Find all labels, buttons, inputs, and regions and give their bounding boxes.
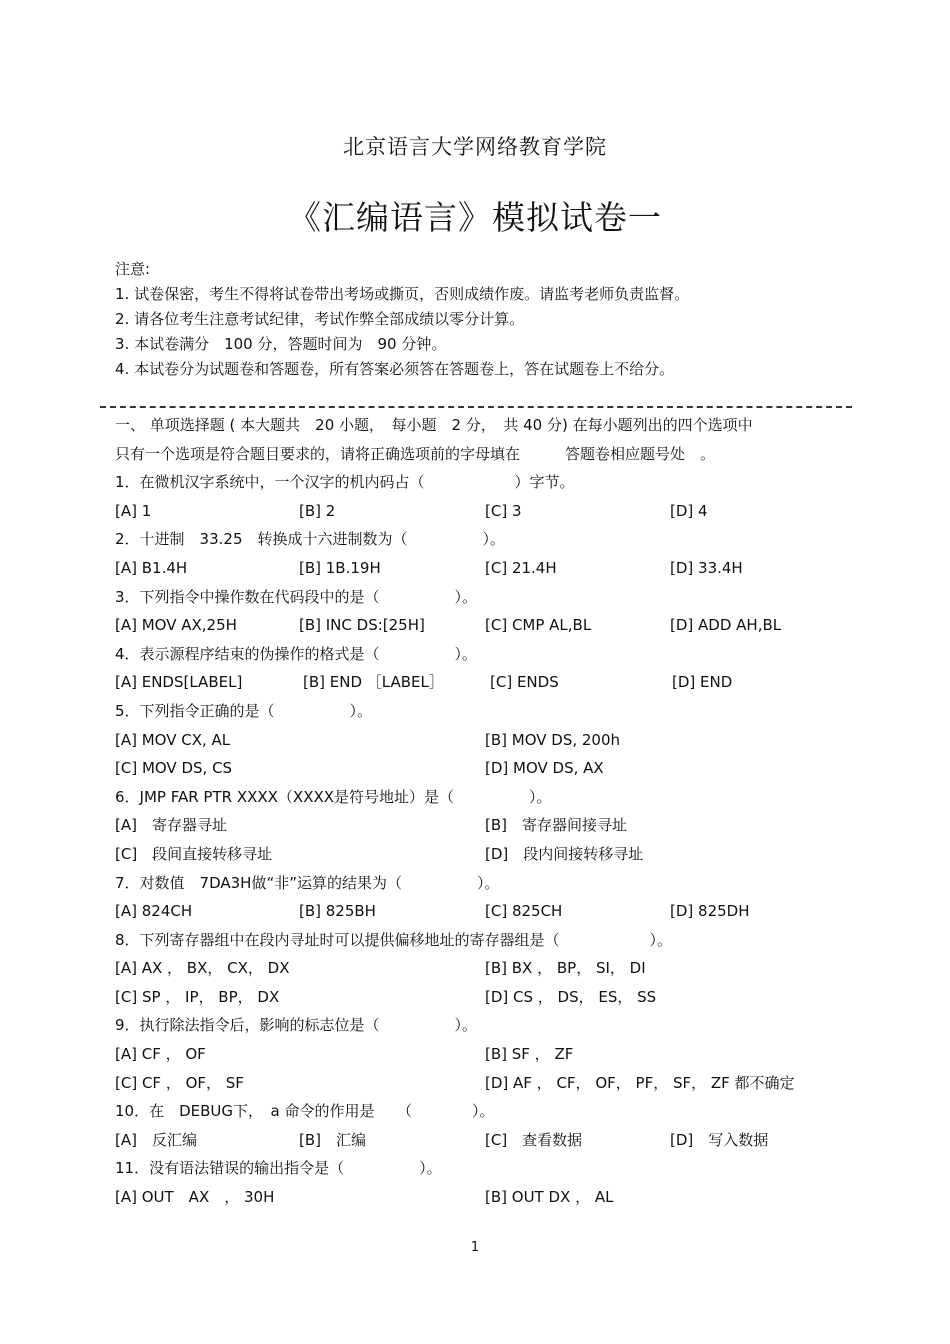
option-b: [B] END ［LABEL］: [303, 673, 444, 692]
option-b: [B] OUT DX ， AL: [485, 1188, 614, 1207]
options-row: [115, 1126, 835, 1155]
notice-heading: 注意:: [115, 260, 151, 278]
option-c: [C] MOV DS, CS: [115, 759, 233, 778]
option-a: [A] MOV CX, AL: [115, 730, 231, 749]
notice-item: 2. 请各位考生注意考试纪律，考试作弊全部成绩以零分计算。: [115, 310, 525, 328]
options-row: [115, 954, 835, 983]
option-d: [D] AF ， CF， OF， PF， SF， ZF 都不确定: [485, 1073, 795, 1092]
option-a: [A] 反汇编: [115, 1130, 197, 1149]
option-d: [D] 33.4H: [670, 558, 743, 577]
option-a: [A] OUT AX ， 30H: [115, 1188, 275, 1207]
option-c: [C] ENDS: [490, 673, 559, 692]
options-row: [115, 726, 835, 755]
option-d: [D] ADD AH,BL: [670, 616, 782, 635]
notice-block: [115, 257, 689, 382]
option-b: [B] 汇编: [299, 1130, 366, 1149]
option-b: [B] 1B.19H: [299, 558, 381, 577]
option-d: [D] 写入数据: [670, 1130, 769, 1149]
option-d: [D] CS ， DS， ES， SS: [485, 987, 657, 1006]
question-stem: 4．表示源程序结束的伪操作的格式是（ ）。: [115, 644, 478, 663]
question-stem: 3．下列指令中操作数在代码段中的是（ ）。: [115, 587, 478, 606]
options-row: [115, 668, 835, 697]
question-stem: 5．下列指令正确的是（ ）。: [115, 701, 373, 720]
option-a: [A] 824CH: [115, 902, 193, 921]
option-b: [B] 寄存器间接寻址: [485, 816, 627, 835]
option-b: [B] SF ， ZF: [485, 1045, 574, 1064]
option-d: [D] MOV DS, AX: [485, 759, 604, 778]
option-a: [A] CF ， OF: [115, 1045, 206, 1064]
options-row: [115, 811, 835, 840]
options-row: [115, 554, 835, 583]
question-stem: 8．下列寄存器组中在段内寻址时可以提供偏移地址的寄存器组是（ ）。: [115, 930, 673, 949]
notice-item: 1. 试卷保密，考生不得将试卷带出考场或撕页，否则成绩作废。请监考老师负责监督。: [115, 285, 690, 303]
option-d: [D] END: [672, 673, 733, 692]
question-stem: 11．没有语法错误的输出指令是（ ）。: [115, 1159, 442, 1178]
option-c: [C] 段间直接转移寻址: [115, 844, 273, 863]
option-c: [C] SP ， IP， BP， DX: [115, 987, 280, 1006]
question-stem: 10．在 DEBUG下， a 命令的作用是 （ ）。: [115, 1102, 495, 1121]
option-c: [C] 825CH: [485, 902, 563, 921]
section-instruction: 一、 单项选择题 ( 本大题共 20 小题， 每小题 2 分， 共 40 分) 在每小题列出的四个选项中: [115, 416, 753, 434]
option-a: [A] AX ， BX， CX， DX: [115, 959, 290, 978]
page-number: 1: [470, 1240, 480, 1255]
questions-section: [115, 411, 835, 1212]
notice-item: 4. 本试卷分为试题卷和答题卷，所有答案必须答在答题卷上，答在试题卷上不给分。: [115, 360, 675, 378]
option-c: [C] CF ， OF， SF: [115, 1073, 244, 1092]
options-row: [115, 497, 835, 526]
options-row: [115, 1040, 835, 1069]
option-b: [B] 2: [299, 501, 336, 520]
options-row: [115, 897, 835, 926]
options-row: [115, 983, 835, 1012]
question-stem: 1．在微机汉字系统中，一个汉字的机内码占（ ）字节。: [115, 473, 575, 492]
option-b: [B] MOV DS, 200h: [485, 730, 621, 749]
option-a: [A] ENDS[LABEL]: [115, 673, 243, 692]
question-stem: 2．十进制 33.25 转换成十六进制数为（ ）。: [115, 530, 505, 549]
option-c: [C] 查看数据: [485, 1130, 583, 1149]
option-d: [D] 825DH: [670, 902, 750, 921]
option-c: [C] 21.4H: [485, 558, 557, 577]
option-a: [A] 寄存器寻址: [115, 816, 227, 835]
options-row: [115, 1183, 835, 1212]
dashed-divider: [100, 406, 852, 408]
options-row: [115, 754, 835, 783]
option-b: [B] BX ， BP， SI， DI: [485, 959, 646, 978]
question-stem: 9．执行除法指令后，影响的标志位是（ ）。: [115, 1016, 478, 1035]
exam-title: 《汇编语言》模拟试卷一: [288, 198, 662, 237]
option-d: [D] 段内间接转移寻址: [485, 844, 644, 863]
option-d: [D] 4: [670, 501, 708, 520]
notice-item: 3. 本试卷满分 100 分，答题时间为 90 分钟。: [115, 335, 447, 353]
question-stem: 6．JMP FAR PTR XXXX（XXXX是符号地址）是（ ）。: [115, 787, 552, 806]
option-c: [C] CMP AL,BL: [485, 616, 592, 635]
option-a: [A] MOV AX,25H: [115, 616, 237, 635]
option-a: [A] B1.4H: [115, 558, 188, 577]
section-instruction: 只有一个选项是符合题目要求的，请将正确选项前的字母填在 答题卷相应题号处 。: [115, 444, 716, 463]
option-b: [B] INC DS:[25H]: [299, 616, 425, 635]
option-c: [C] 3: [485, 501, 522, 520]
option-b: [B] 825BH: [299, 902, 376, 921]
school-name: 北京语言大学网络教育学院: [343, 135, 607, 159]
question-stem: 7．对数值 7DA3H做“非”运算的结果为（ ）。: [115, 873, 500, 892]
options-row: [115, 1069, 835, 1098]
option-a: [A] 1: [115, 501, 152, 520]
options-row: [115, 611, 835, 640]
options-row: [115, 840, 835, 869]
